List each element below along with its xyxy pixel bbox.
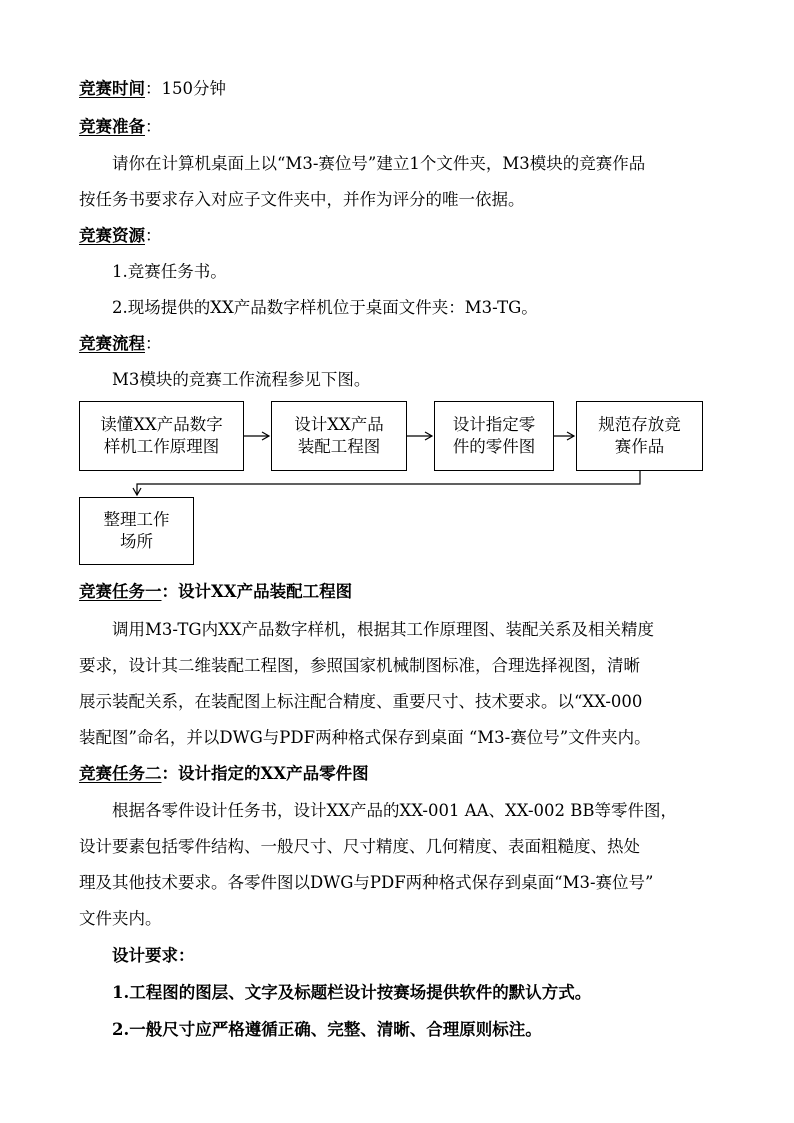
flow-heading: 竞赛流程： <box>79 334 162 353</box>
task2-line-1: 根据各零件设计任务书，设计XX产品的XX-001 AA、XX-002 BB等零件图， <box>112 801 678 820</box>
task2-line-4: 文件夹内。 <box>79 909 162 928</box>
flow-label: 竞赛流程 <box>79 334 145 353</box>
task1-line-3: 展示装配关系，在装配图上标注配合精度、重要尺寸、技术要求。以“XX-000 <box>79 692 643 711</box>
task1-heading <box>79 582 352 602</box>
requirement-item-1: 1.工程图的图层、文字及标题栏设计按赛场提供软件的默认方式。 <box>112 983 592 1002</box>
requirement-item-2: 2.一般尺寸应严格遵循正确、完整、清晰、合理原则标注。 <box>112 1020 542 1039</box>
flow-box-understand: 读懂XX产品数字 样机工作原理图 <box>79 401 244 471</box>
prep-heading: 竞赛准备： <box>79 117 162 136</box>
resources-label: 竞赛资源 <box>79 226 145 245</box>
resources-heading: 竞赛资源： <box>79 226 162 245</box>
prep-paragraph-line-1: 请你在计算机桌面上以“M3-赛位号”建立1个文件夹，M3模块的竞赛作品 <box>112 154 646 173</box>
task2-line-3: 理及其他技术要求。各零件图以DWG与PDF两种格式保存到桌面“M3-赛位号” <box>79 873 654 892</box>
prep-paragraph-line-2: 按任务书要求存入对应子文件夹中，并作为评分的唯一依据。 <box>79 190 525 209</box>
flow-box-parts: 设计指定零 件的零件图 <box>434 401 554 471</box>
flow-arrow-4 <box>137 471 640 495</box>
resource-item-2: 2.现场提供的XX产品数字样机位于桌面文件夹：M3-TG。 <box>112 298 538 317</box>
flow-box-assembly: 设计XX产品 装配工程图 <box>271 401 407 471</box>
time-label: 竞赛时间 <box>79 79 145 98</box>
task2-title: ：设计指定的XX产品零件图 <box>161 764 369 783</box>
task1-line-1: 调用M3-TG内XX产品数字样机，根据其工作原理图、装配关系及相关精度 <box>112 620 655 639</box>
task2-label: 竞赛任务二 <box>79 764 162 783</box>
time-value: ：150分钟 <box>145 79 226 98</box>
task1-label: 竞赛任务一 <box>79 582 162 601</box>
task1-title: ：设计XX产品装配工程图 <box>161 582 353 601</box>
requirements-heading: 设计要求： <box>112 946 195 965</box>
task2-heading <box>79 764 369 784</box>
flow-box-tidy: 整理工作 场所 <box>79 497 194 565</box>
task1-line-4: 装配图”命名，并以DWG与PDF两种格式保存到桌面 “M3-赛位号”文件夹内。 <box>79 728 651 747</box>
task1-line-2: 要求，设计其二维装配工程图，参照国家机械制图标准，合理选择视图，清晰 <box>79 656 640 675</box>
flow-intro: M3模块的竞赛工作流程参见下图。 <box>112 370 371 389</box>
task2-line-2: 设计要素包括零件结构、一般尺寸、尺寸精度、几何精度、表面粗糙度、热处 <box>79 837 640 856</box>
prep-label: 竞赛准备 <box>79 117 145 136</box>
flow-box-store: 规范存放竞 赛作品 <box>576 401 703 471</box>
resource-item-1: 1.竞赛任务书。 <box>112 262 227 281</box>
